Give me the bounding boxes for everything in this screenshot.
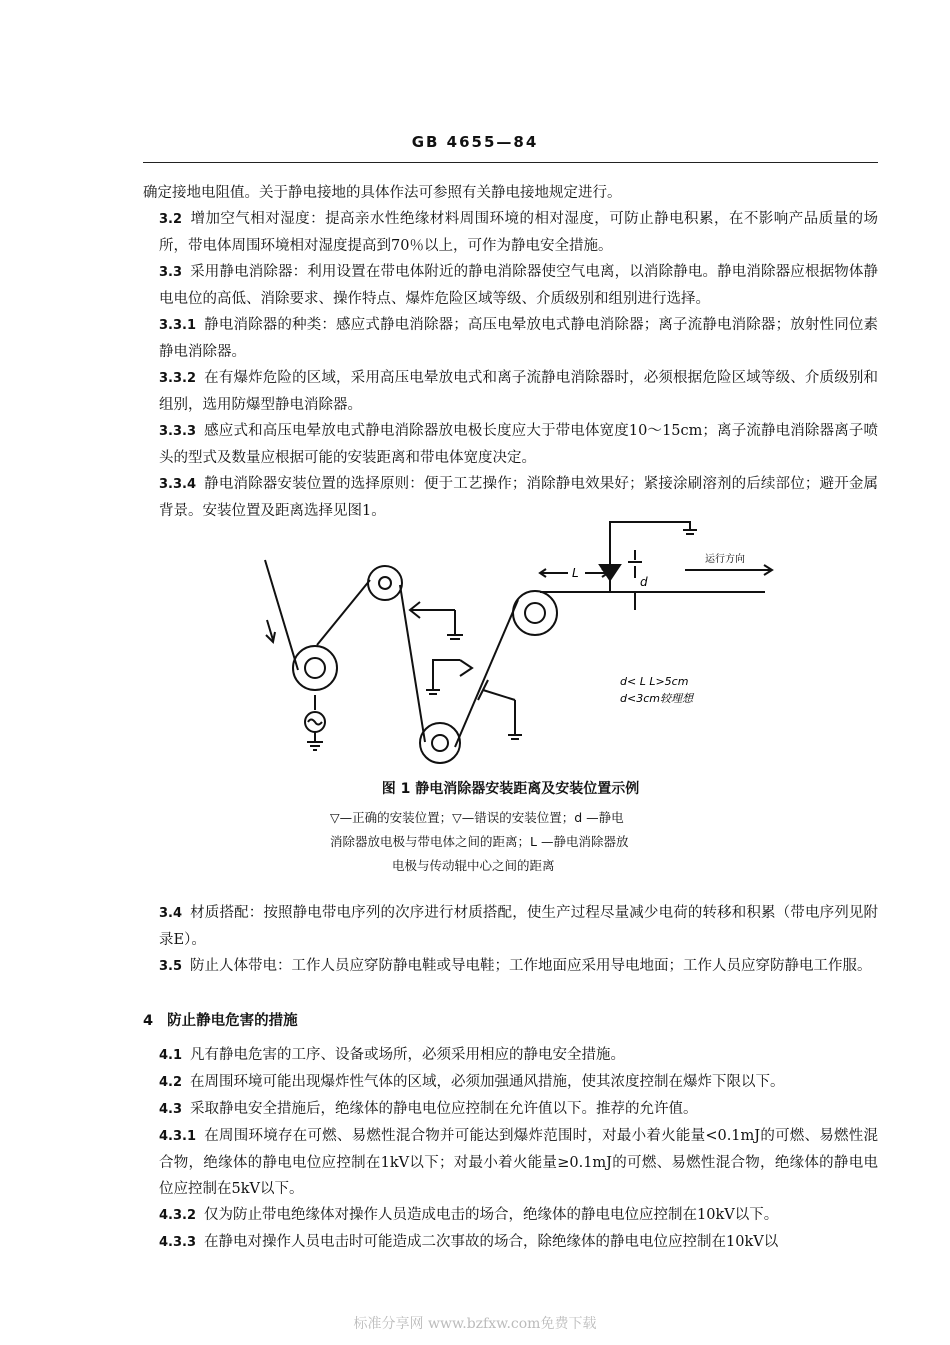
- legend-line: 电极与传动辊中心之间的距离: [392, 858, 555, 873]
- paragraph-4-2: 4.2 在周围环境可能出现爆炸性气体的区域，必须加强通风措施，使其浓度控制在爆炸下限以下。: [159, 1074, 785, 1090]
- legend-line: ▽—正确的安装位置；▽—错误的安装位置；d —静电: [330, 810, 624, 825]
- page-header: GB 4655—84: [411, 133, 539, 151]
- paragraph-3-4: 3.4 材质搭配：按照静电带电序列的次序进行材质搭配，使生产过程尽量减少电荷的转移和积累（带电序列见附录E）。: [159, 905, 878, 948]
- header-rule: [143, 162, 878, 163]
- roller-diagram: [250, 510, 780, 775]
- roller-3-hub: [432, 735, 448, 751]
- paragraph-4-3-1: 4.3.1 在周围环境存在可燃、易燃性混合物并可能达到爆炸范围时，对最小着火能量<0.1mJ的可燃、易燃性混合物，绝缘体的静电电位应控制在1kV以下；对最小着火能量≥0.1mJ的可燃、易燃性混合物，绝缘体的静电电位应控制在5kV以下。: [159, 1128, 878, 1197]
- paragraph: 确定接地电阻值。关于静电接地的具体作法可参照有关静电接地规定进行。: [143, 185, 622, 201]
- paragraph-4-1: 4.1 凡有静电危害的工序、设备或场所，必须采用相应的静电安全措施。: [159, 1047, 626, 1063]
- legend-line: 消除器放电极与带电体之间的距离；L —静电消除器放: [330, 834, 629, 849]
- roller-2-hub: [379, 577, 391, 589]
- figure-1-diagram: [250, 510, 780, 775]
- paragraph-4-3-2: 4.3.2 仅为防止带电绝缘体对操作人员造成电击的场合，绝缘体的静电电位应控制在10kV以下。: [159, 1207, 779, 1223]
- roller-3: [420, 723, 460, 763]
- paragraph-3-3-4: 3.3.4 静电消除器安装位置的选择原则：便于工艺操作；消除静电效果好；紧接涂刷溶剂的后续部位；避开金属背景。安装位置及距离选择见图1。: [159, 476, 878, 519]
- web-segment: [265, 560, 298, 670]
- section-number: 4: [143, 1013, 154, 1029]
- roller-2: [368, 566, 402, 600]
- paragraph-3-2: 3.2 增加空气相对湿度：提高亲水性绝缘材料周围环境的相对湿度，可防止静电积累，在不影响产品质量的场所，带电体周围环境相对湿度提高到70％以上，可作为静电安全措施。: [159, 211, 878, 254]
- paragraph-4-3: 4.3 采取静电安全措施后，绝缘体的静电电位应控制在允许值以下。推荐的允许值。: [159, 1101, 698, 1117]
- label-d: d: [640, 575, 648, 589]
- paragraph-3-3-2: 3.3.2 在有爆炸危险的区域，采用高压电晕放电式和离子流静电消除器时，必须根据危险区域等级、介质级别和组别，选用防爆型静电消除器。: [159, 370, 878, 413]
- roller-1: [293, 646, 337, 690]
- paragraph-3-3: 3.3 采用静电消除器：利用设置在带电体附近的静电消除器使空气电离，以消除静电。静电消除器应根据物体静电电位的高低、消除要求、操作特点、爆炸危险区域等级、介质级别和组别进行选择。: [159, 264, 878, 307]
- paragraph-3-3-1: 3.3.1 静电消除器的种类：感应式静电消除器；高压电晕放电式静电消除器；离子流静电消除器；放射性同位素静电消除器。: [159, 317, 878, 360]
- section-4-heading: [143, 1008, 878, 1034]
- note-ideal: d<3cm较理想: [620, 692, 693, 705]
- direction-label: 运行方向: [705, 554, 745, 565]
- paragraph-3-5: 3.5 防止人体带电：工作人员应穿防静电鞋或导电鞋；工作地面应采用导电地面；工作人员应穿防静电工作服。: [159, 958, 872, 974]
- figure-legend: [330, 806, 690, 878]
- text-block-top: [143, 180, 878, 524]
- text-block-bottom: [143, 1042, 878, 1256]
- section-title: 防止静电危害的措施: [167, 1013, 298, 1029]
- roller-4-hub: [525, 603, 545, 623]
- paragraph-3-3-3: 3.3.3 感应式和高压电晕放电式静电消除器放电极长度应大于带电体宽度10～15cm；离子流静电消除器离子喷头的型式及数量应根据可能的安装距离和带电体宽度决定。: [159, 423, 878, 466]
- paragraph-4-3-3: 4.3.3 在静电对操作人员电击时可能造成二次事故的场合，除绝缘体的静电电位应控制在10kV以: [159, 1234, 779, 1250]
- figure-caption: 图 1 静电消除器安装距离及安装位置示例: [381, 781, 640, 797]
- note-condition: d< L L>5cm: [620, 675, 689, 688]
- roller-4: [513, 591, 557, 635]
- roller-1-hub: [305, 658, 325, 678]
- web-segment: [317, 580, 370, 645]
- text-block-mid: [143, 900, 878, 980]
- label-L: L: [572, 566, 579, 580]
- watermark-footer: 标准分享网 www.bzfxw.com免费下载: [353, 1316, 597, 1332]
